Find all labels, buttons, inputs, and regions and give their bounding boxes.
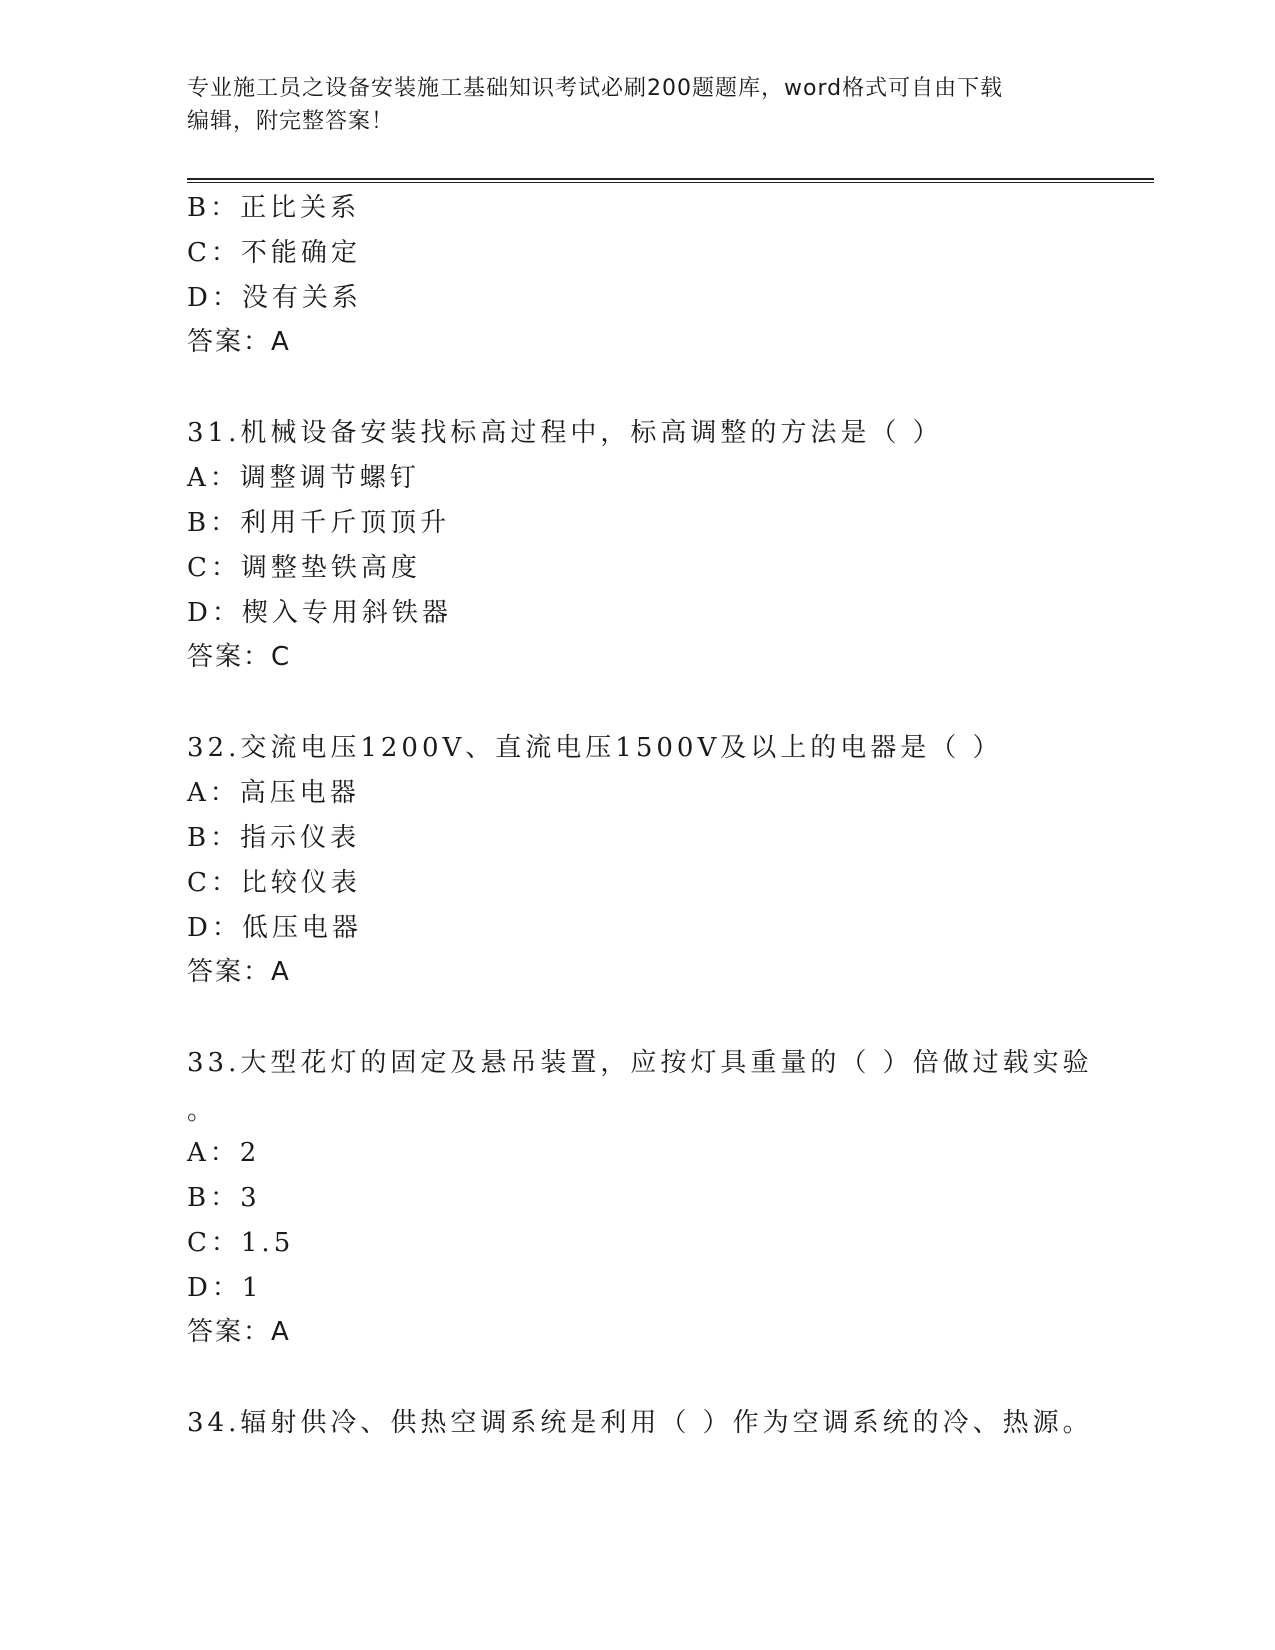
header-line-2: 编辑，附完整答案！ <box>187 109 395 134</box>
option-b: B：利用千斤顶顶升 <box>187 508 451 538</box>
question-31: 31.机械设备安装找标高过程中，标高调整的方法是（ ） <box>187 418 943 448</box>
question-34: 34.辐射供冷、供热空调系统是利用（ ）作为空调系统的冷、热源。 <box>187 1408 1093 1438</box>
question-33-continuation: 。 <box>187 1096 218 1126</box>
option-c: C：1.5 <box>187 1228 295 1258</box>
option-a: A：调整调节螺钉 <box>187 463 420 493</box>
answer: 答案：A <box>187 957 291 987</box>
answer: 答案：C <box>187 642 292 672</box>
option-c: C：调整垫铁高度 <box>187 553 421 583</box>
option-d: D：没有关系 <box>187 283 362 313</box>
header-divider <box>187 178 1154 183</box>
answer: 答案：A <box>187 327 291 357</box>
option-b: B：指示仪表 <box>187 823 361 853</box>
option-b: B：3 <box>187 1183 261 1213</box>
question-33: 33.大型花灯的固定及悬吊装置，应按灯具重量的（ ）倍做过载实验 <box>187 1048 1093 1078</box>
option-d: D：低压电器 <box>187 913 362 943</box>
option-d: D：1 <box>187 1273 263 1303</box>
question-32: 32.交流电压1200V、直流电压1500V及以上的电器是（ ） <box>187 733 1003 763</box>
option-a: A：高压电器 <box>187 778 360 808</box>
option-a: A：2 <box>187 1138 261 1168</box>
option-c: C：不能确定 <box>187 238 361 268</box>
option-d: D：楔入专用斜铁器 <box>187 598 452 628</box>
option-c: C：比较仪表 <box>187 868 361 898</box>
option-b: B：正比关系 <box>187 193 361 223</box>
answer: 答案：A <box>187 1317 291 1347</box>
header-line-1: 专业施工员之设备安装施工基础知识考试必刷200题题库，word格式可自由下载 <box>187 76 1004 101</box>
document-header <box>187 72 1077 138</box>
